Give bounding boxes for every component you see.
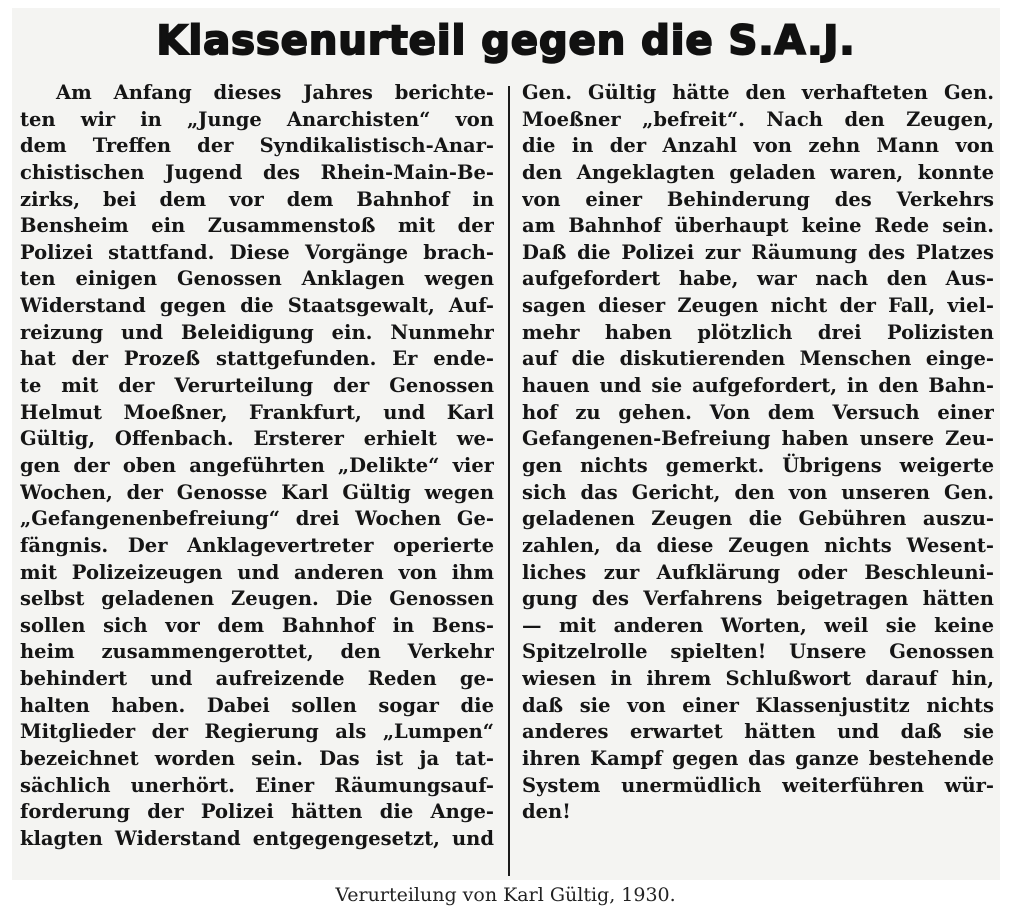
column-divider [508, 86, 510, 876]
text-line: geladenen Zeugen die Gebühren auszu- [522, 507, 994, 531]
text-line: te mit der Verurteilung der Genossen [20, 374, 494, 398]
text-line: aufgefordert habe, war nach den Aus- [522, 267, 994, 291]
text-line: sächlich unerhört. Einer Räumungsauf- [20, 773, 494, 797]
newspaper-clipping [12, 8, 1000, 880]
text-line: halten haben. Dabei sollen sogar die [20, 693, 494, 717]
text-line: Gen. Gültig hätte den verhafteten Gen. [522, 81, 994, 104]
text-line: mit Polizeizeugen und anderen von ihm [20, 560, 494, 584]
text-line: Moeßner „befreit“. Nach den Zeugen, [522, 107, 994, 131]
text-line: am Bahnhof überhaupt keine Rede sein. [522, 214, 994, 238]
text-line: liches zur Aufklärung oder Beschleuni- [522, 560, 994, 584]
text-line: den Angeklagten geladen waren, konnte [522, 160, 994, 184]
text-line: bezeichnet worden sein. Das ist ja tat- [20, 747, 494, 771]
text-line: selbst geladenen Zeugen. Die Genossen [20, 587, 494, 611]
text-line: Wochen, der Genosse Karl Gültig wegen [20, 480, 494, 504]
text-line: den! [522, 800, 571, 824]
text-line: hauen und sie aufgefordert, in den Bahn- [522, 374, 994, 398]
text-line: zirks, bei dem vor dem Bahnhof in [20, 187, 494, 211]
text-line: chistischen Jugend des Rhein-Main-Be- [20, 160, 494, 184]
text-line: Gefangenen-Befreiung haben unsere Zeu- [522, 427, 994, 451]
text-line: anderes erwartet hätten und daß sie [522, 720, 994, 744]
text-line: wiesen in ihrem Schlußwort darauf hin, [522, 667, 994, 691]
text-line: auf die diskutierenden Menschen einge- [522, 347, 994, 371]
text-line: gen der oben angeführten „Delikte“ vier [20, 453, 494, 477]
text-line: Bensheim ein Zusammenstoß mit der [20, 214, 494, 238]
article-column-left [20, 80, 494, 853]
article-column-right [522, 80, 994, 826]
text-line: Gültig, Offenbach. Ersterer erhielt we- [20, 427, 494, 451]
text-line: heim zusammengerottet, den Verkehr [20, 640, 494, 664]
text-line: — mit anderen Worten, weil sie keine [522, 613, 994, 637]
text-line: reizung und Beleidigung ein. Nunmehr [20, 320, 494, 344]
text-line: daß sie von einer Klassenjustitz nichts [522, 693, 994, 717]
text-line: Am Anfang dieses Jahres berichte- [56, 81, 494, 104]
text-line: ten wir in „Junge Anarchisten“ von [20, 107, 494, 131]
text-line: dem Treffen der Syndikalistisch-Anar- [20, 134, 494, 158]
text-line: fängnis. Der Anklagevertreter operierte [20, 533, 494, 557]
text-line: sollen sich vor dem Bahnhof in Bens- [20, 613, 494, 637]
text-line: ten einigen Genossen Anklagen wegen [20, 267, 494, 291]
text-line: mehr haben plötzlich drei Polizisten [522, 320, 994, 344]
text-line: klagten Widerstand entgegengesetzt, und [20, 826, 494, 850]
headline: Klassenurteil gegen die S.A.J. [156, 18, 856, 64]
text-line: ihren Kampf gegen das ganze bestehende [522, 747, 994, 771]
text-line: Daß die Polizei zur Räumung des Platzes [522, 240, 994, 264]
text-line: „Gefangenenbefreiung“ drei Wochen Ge- [20, 507, 494, 531]
text-line: Polizei stattfand. Diese Vorgänge brach- [20, 240, 494, 264]
text-line: Helmut Moeßner, Frankfurt, und Karl [20, 400, 494, 424]
text-line: Spitzelrolle spielten! Unsere Genossen [522, 640, 994, 664]
text-line: sich das Gericht, den von unseren Gen. [522, 480, 994, 504]
text-line: Mitglieder der Regierung als „Lumpen“ [20, 720, 494, 744]
text-line: forderung der Polizei hätten die Ange- [20, 800, 494, 824]
text-line: hof zu gehen. Von dem Versuch einer [522, 400, 994, 424]
text-line: behindert und aufreizende Reden ge- [20, 667, 494, 691]
text-line: gen nichts gemerkt. Übrigens weigerte [522, 453, 994, 477]
text-line: gung des Verfahrens beigetragen hätten [522, 587, 994, 611]
text-line: die in der Anzahl von zehn Mann von [522, 134, 994, 158]
text-line: von einer Behinderung des Verkehrs [522, 187, 994, 211]
text-line: zahlen, da diese Zeugen nichts Wesent- [522, 533, 994, 557]
text-line: System unermüdlich weiterführen wür- [522, 773, 994, 797]
text-line: Widerstand gegen die Staatsgewalt, Auf- [20, 294, 494, 318]
image-caption: Verurteilung von Karl Gültig, 1930. [335, 884, 676, 906]
text-line: sagen dieser Zeugen nicht der Fall, viel- [522, 294, 994, 318]
text-line: hat der Prozeß stattgefunden. Er ende- [20, 347, 494, 371]
